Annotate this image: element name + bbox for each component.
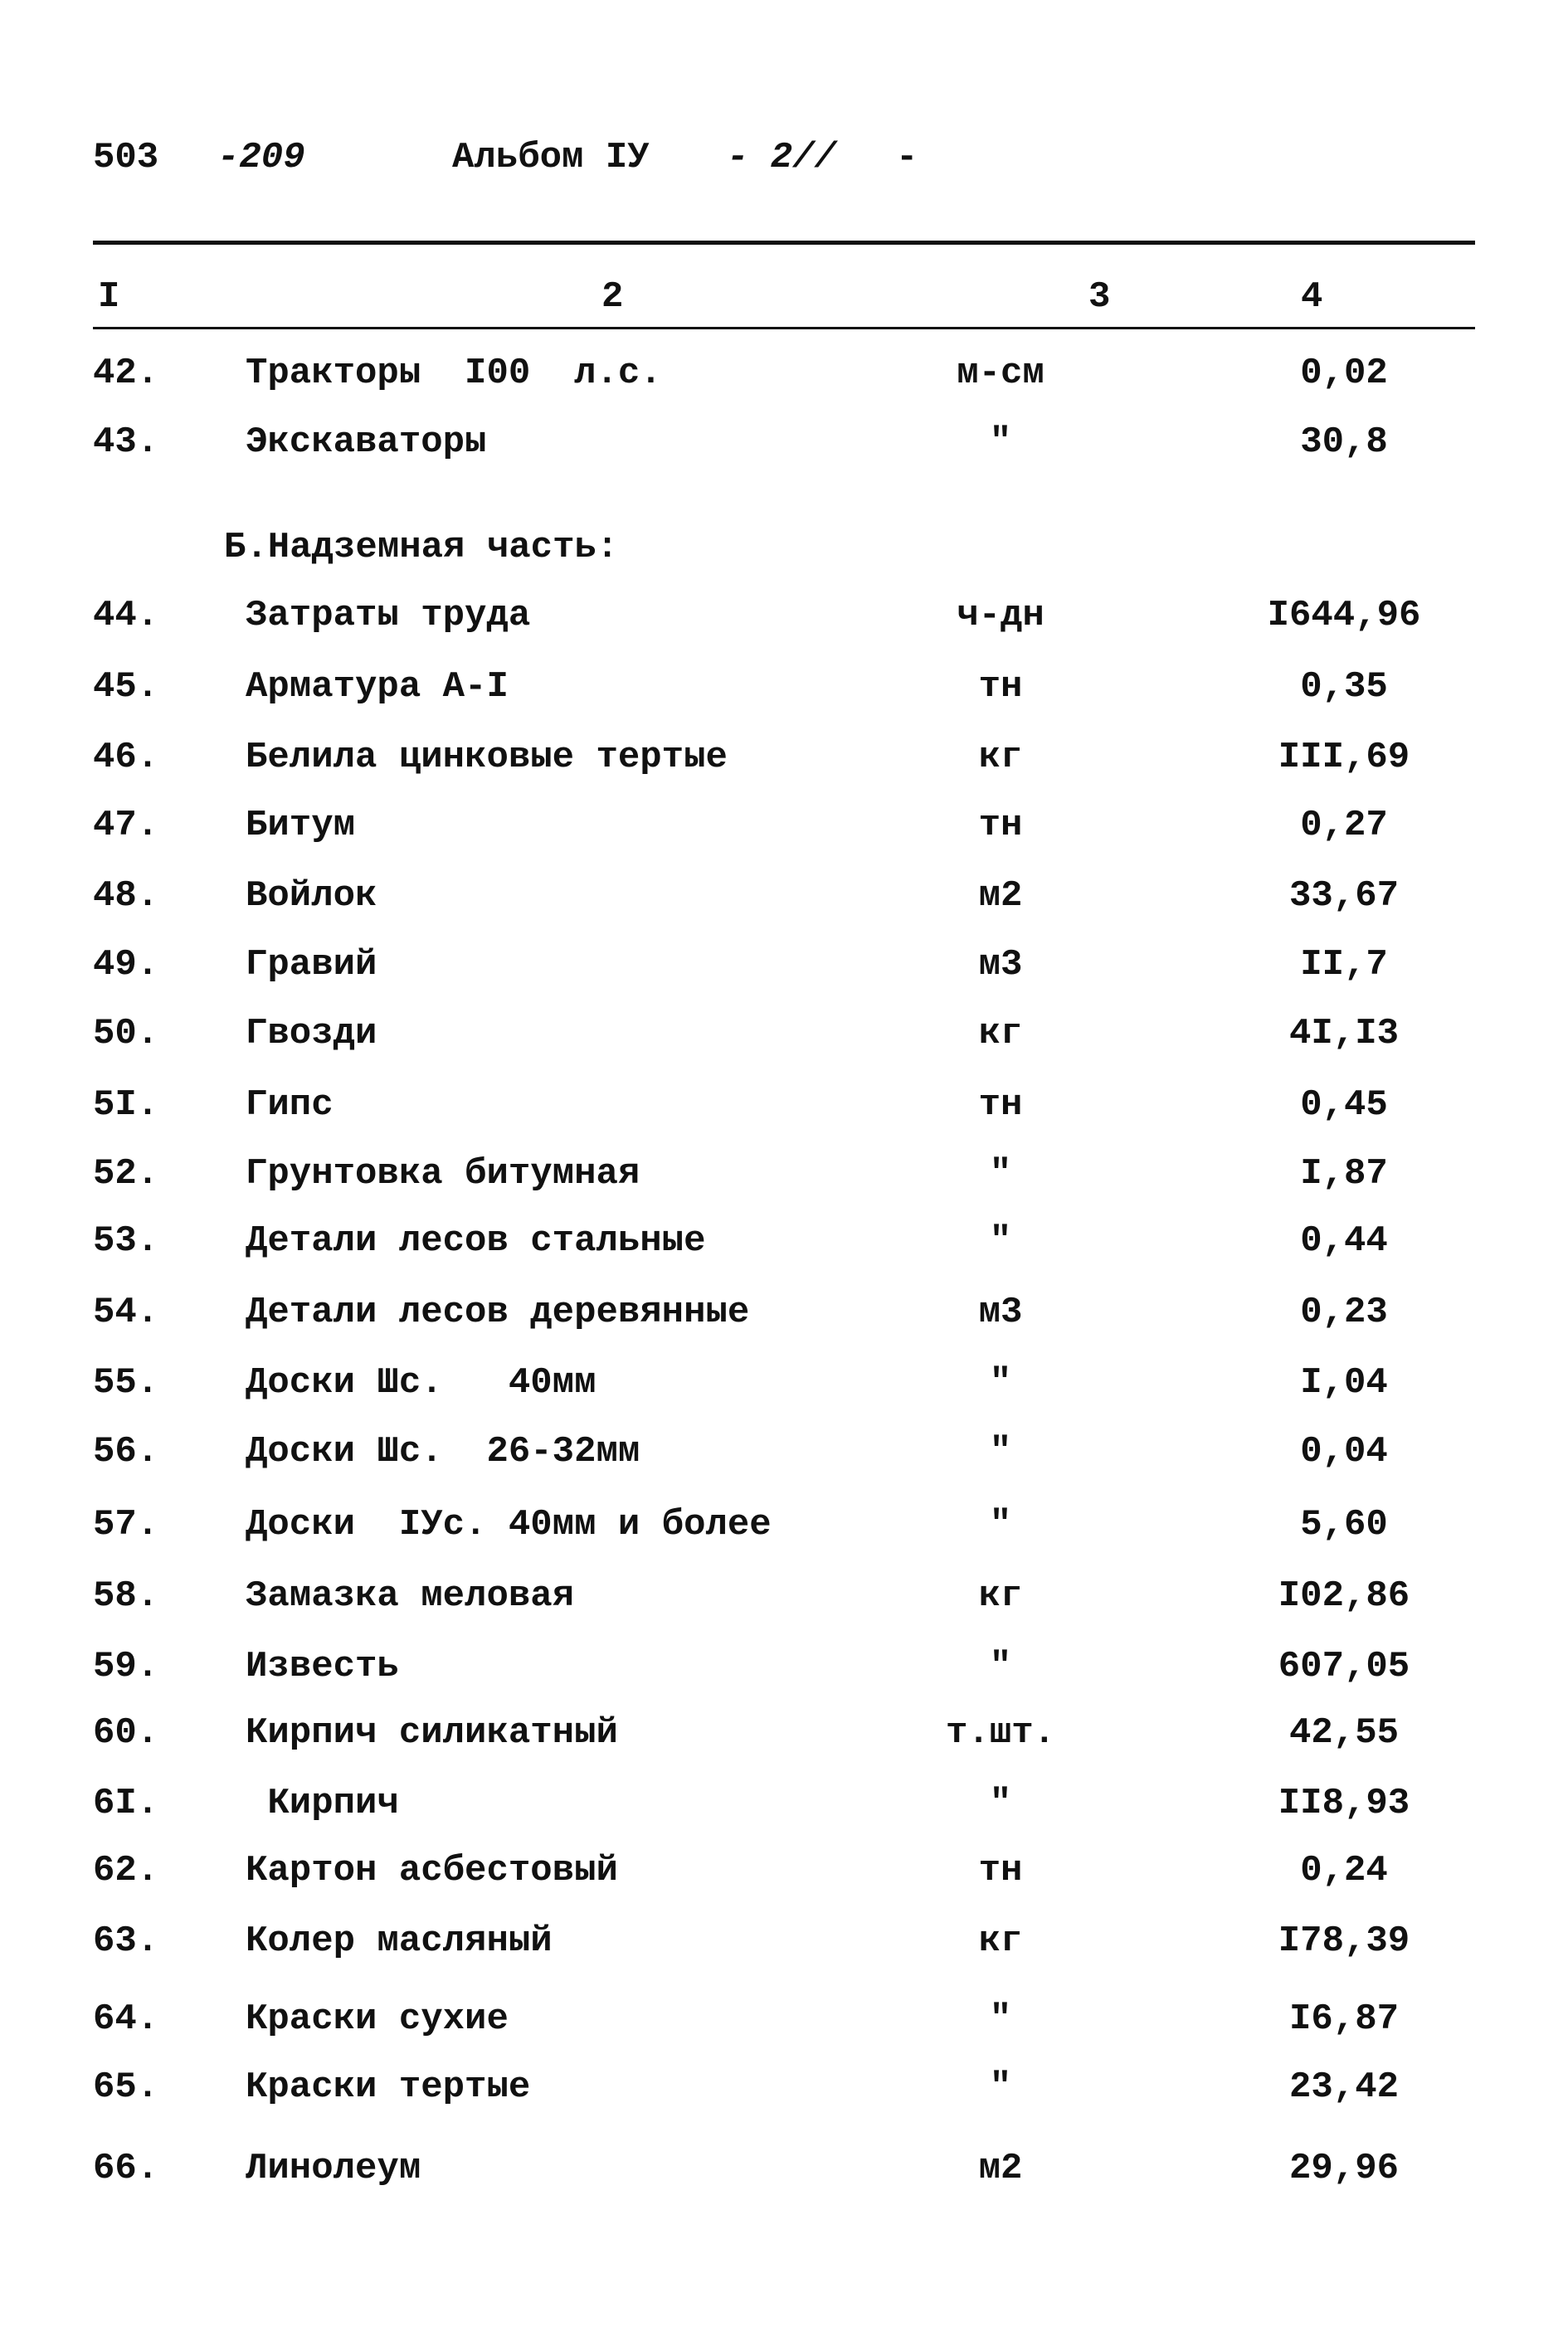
item-name: Кирпич силикатный (246, 1712, 618, 1754)
item-quantity: 0,27 (1300, 805, 1388, 846)
table-row (0, 940, 1568, 990)
table-row (0, 1846, 1568, 1896)
item-quantity: 0,35 (1300, 666, 1388, 708)
item-unit: м3 (978, 944, 1023, 986)
table-row (0, 1287, 1568, 1337)
item-name: Гипс (246, 1084, 334, 1126)
item-name: Доски Шс. 40мм (246, 1362, 597, 1404)
item-number: 45. (93, 666, 159, 708)
item-number: 65. (93, 2066, 159, 2108)
item-name: Замазка меловая (246, 1575, 575, 1617)
table-row (0, 733, 1568, 782)
section-title: Б.Надземная часть: (224, 527, 619, 568)
table-row (0, 662, 1568, 712)
page-number: - 2// (727, 137, 837, 178)
item-unit: м2 (978, 2148, 1023, 2189)
item-unit: " (989, 1646, 1012, 1687)
item-unit: " (989, 1220, 1012, 1262)
item-unit: " (989, 1504, 1012, 1545)
item-unit: кг (978, 737, 1023, 778)
item-quantity: III,69 (1278, 737, 1410, 778)
item-unit: кг (978, 1013, 1023, 1054)
item-unit: тн (978, 805, 1023, 846)
item-number: 48. (93, 875, 159, 917)
item-number: 54. (93, 1292, 159, 1333)
table-row (0, 348, 1568, 398)
item-number: 53. (93, 1220, 159, 1262)
item-name: Картон асбестовый (246, 1850, 618, 1891)
table-row (0, 2144, 1568, 2193)
item-unit: тн (978, 1084, 1023, 1126)
item-quantity: 30,8 (1300, 421, 1388, 463)
item-number: 46. (93, 737, 159, 778)
item-name: Арматура А-I (246, 666, 509, 708)
item-number: 66. (93, 2148, 159, 2189)
table-row (0, 1994, 1568, 2044)
column-header-3: 3 (1088, 276, 1111, 318)
table-row (0, 1080, 1568, 1130)
table-row (0, 1427, 1568, 1477)
item-quantity: 5,60 (1300, 1504, 1388, 1545)
item-unit: кг (978, 1575, 1023, 1617)
item-name: Детали лесов стальные (246, 1220, 706, 1262)
item-name: Известь (246, 1646, 399, 1687)
item-unit: м2 (978, 875, 1023, 917)
item-unit: " (989, 2066, 1012, 2108)
table-row (0, 1708, 1568, 1758)
item-name: Затраты труда (246, 595, 531, 636)
item-unit: кг (978, 1920, 1023, 1962)
table-row (0, 1500, 1568, 1550)
series-number: -209 (217, 137, 305, 178)
item-number: 49. (93, 944, 159, 986)
item-name: Краски сухие (246, 1998, 509, 2040)
item-quantity: I,87 (1300, 1153, 1388, 1195)
table-row (0, 1358, 1568, 1408)
item-name: Линолеум (246, 2148, 421, 2189)
table-row (0, 1216, 1568, 1266)
item-unit: " (989, 1431, 1012, 1472)
item-quantity: I,04 (1300, 1362, 1388, 1404)
column-header-2: 2 (601, 276, 624, 318)
item-quantity: 42,55 (1288, 1712, 1400, 1754)
item-unit: " (989, 1362, 1012, 1404)
column-header-4: 4 (1301, 276, 1323, 318)
column-header-1: I (98, 276, 120, 318)
item-number: 52. (93, 1153, 159, 1195)
item-name: Битум (246, 805, 356, 846)
item-name: Грунтовка битумная (246, 1153, 640, 1195)
table-row (0, 871, 1568, 921)
item-number: 50. (93, 1013, 159, 1054)
item-quantity: 4I,I3 (1288, 1013, 1400, 1054)
item-number: 60. (93, 1712, 159, 1754)
item-number: 55. (93, 1362, 159, 1404)
table-row (0, 801, 1568, 850)
item-number: 64. (93, 1998, 159, 2040)
item-unit: " (989, 421, 1012, 463)
table-row (0, 1642, 1568, 1691)
item-name: Белила цинковые тертые (246, 737, 728, 778)
item-number: 42. (93, 353, 159, 394)
item-unit: " (989, 1783, 1012, 1824)
item-unit: " (989, 1998, 1012, 2040)
item-quantity: 33,67 (1288, 875, 1400, 917)
table-row (0, 591, 1568, 640)
item-quantity: 0,23 (1300, 1292, 1388, 1333)
item-name: Экскаваторы (246, 421, 487, 463)
item-number: 43. (93, 421, 159, 463)
item-name: Детали лесов деревянные (246, 1292, 750, 1333)
item-number: 62. (93, 1850, 159, 1891)
item-name: Гравий (246, 944, 377, 986)
table-top-rule (93, 241, 1475, 245)
item-quantity: 0,02 (1300, 353, 1388, 394)
item-quantity: 607,05 (1278, 1646, 1410, 1687)
item-unit: м-см (957, 353, 1045, 394)
item-number: 59. (93, 1646, 159, 1687)
item-quantity: II8,93 (1278, 1783, 1410, 1824)
item-name: Доски IУс. 40мм и более (246, 1504, 772, 1545)
header-bottom-rule (93, 327, 1475, 329)
table-row (0, 1009, 1568, 1059)
table-row (0, 2062, 1568, 2112)
item-quantity: I02,86 (1278, 1575, 1410, 1617)
item-number: 47. (93, 805, 159, 846)
table-row (0, 1916, 1568, 1966)
item-number: 6I. (93, 1783, 159, 1824)
item-quantity: I644,96 (1267, 595, 1421, 636)
doc-number: 503 (93, 137, 159, 178)
item-name: Тракторы I00 л.с. (246, 353, 662, 394)
item-quantity: 0,04 (1300, 1431, 1388, 1472)
item-unit: тн (978, 1850, 1023, 1891)
item-quantity: 23,42 (1288, 2066, 1400, 2108)
item-quantity: II,7 (1300, 944, 1388, 986)
item-unit: ч-дн (957, 595, 1045, 636)
item-name: Доски Шс. 26-32мм (246, 1431, 640, 1472)
page-dash: - (896, 137, 918, 178)
item-number: 63. (93, 1920, 159, 1962)
item-quantity: 0,45 (1300, 1084, 1388, 1126)
item-unit: тн (978, 666, 1023, 708)
table-row (0, 1571, 1568, 1621)
table-row (0, 1779, 1568, 1828)
table-row (0, 417, 1568, 467)
table-row (0, 1149, 1568, 1199)
item-quantity: 0,44 (1300, 1220, 1388, 1262)
item-name: Колер масляный (246, 1920, 553, 1962)
item-number: 5I. (93, 1084, 159, 1126)
item-unit: т.шт. (945, 1712, 1056, 1754)
item-quantity: I78,39 (1278, 1920, 1410, 1962)
item-quantity: 29,96 (1288, 2148, 1400, 2189)
album-title: Альбом IУ (452, 137, 650, 178)
item-unit: м3 (978, 1292, 1023, 1333)
item-unit: " (989, 1153, 1012, 1195)
item-name: Кирпич (246, 1783, 399, 1824)
item-number: 58. (93, 1575, 159, 1617)
item-quantity: 0,24 (1300, 1850, 1388, 1891)
item-name: Войлок (246, 875, 377, 917)
item-number: 57. (93, 1504, 159, 1545)
item-name: Краски тертые (246, 2066, 531, 2108)
item-number: 56. (93, 1431, 159, 1472)
item-number: 44. (93, 595, 159, 636)
item-name: Гвозди (246, 1013, 377, 1054)
item-quantity: I6,87 (1288, 1998, 1400, 2040)
